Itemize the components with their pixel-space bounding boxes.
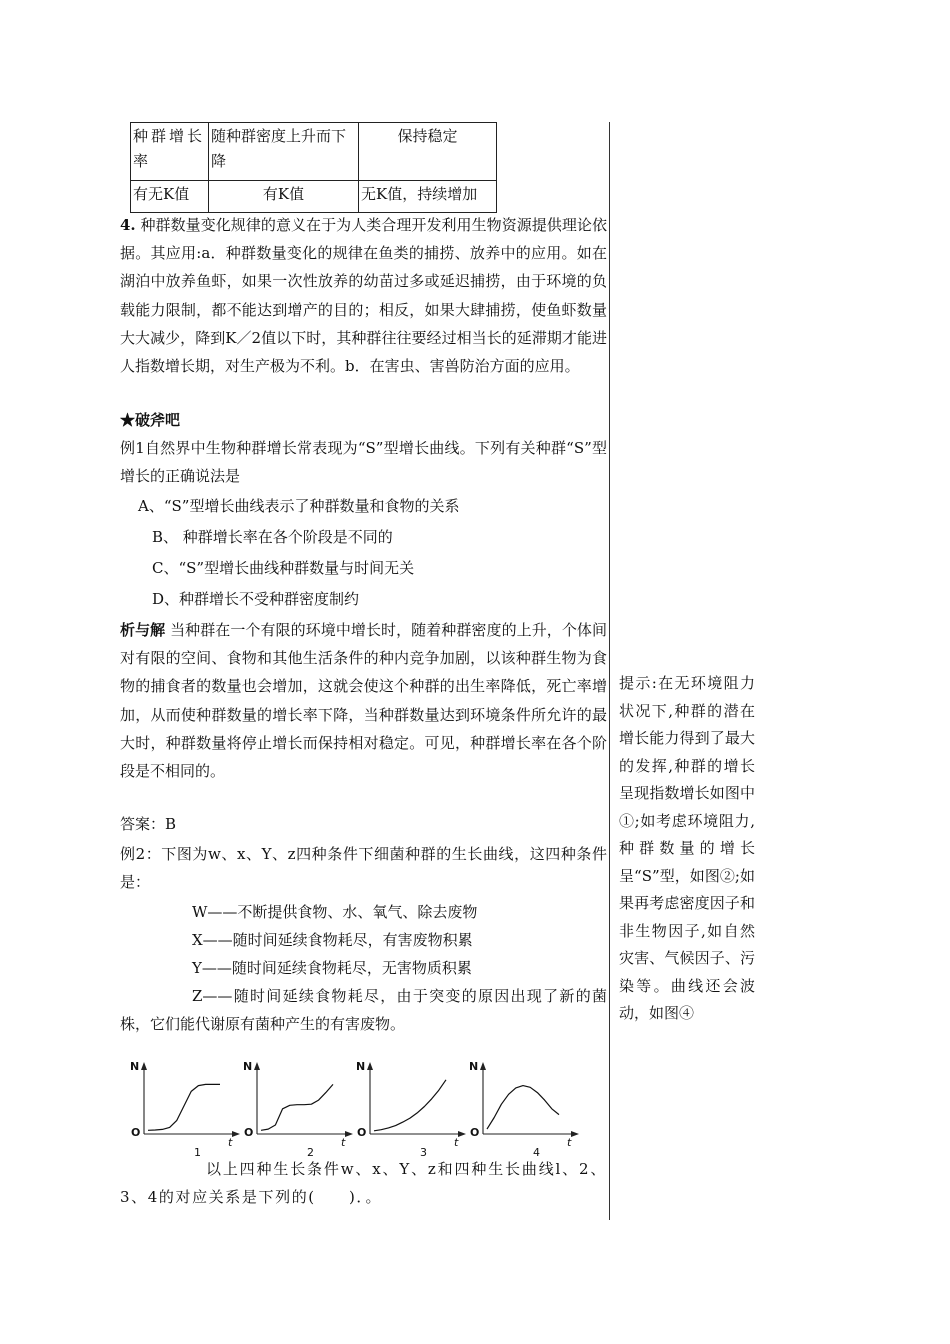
chart-caption: 1: [194, 1146, 201, 1159]
table-cell: 种群增长率: [131, 123, 209, 181]
chart-caption: 3: [420, 1146, 427, 1159]
y-axis-label: N: [356, 1060, 366, 1073]
x-axis-arrow: [571, 1131, 579, 1137]
x-axis-label: t: [228, 1136, 233, 1149]
condition-x: X——随时间延续食物耗尽，有害废物积累: [192, 931, 473, 949]
y-axis-arrow: [254, 1062, 260, 1070]
chart-caption: 4: [533, 1146, 540, 1159]
origin-label: O: [244, 1126, 254, 1139]
growth-chart-1: [128, 1062, 240, 1162]
answer: 答案：B: [120, 815, 177, 833]
table-cell: 无K值，持续增加: [359, 181, 497, 213]
growth-chart-3: [354, 1062, 466, 1162]
x-axis-arrow: [458, 1131, 466, 1137]
x-axis-arrow: [345, 1131, 353, 1137]
y-axis-arrow: [141, 1062, 147, 1070]
table-cell: 有无K值: [131, 181, 209, 213]
option-b: B、 种群增长率在各个阶段是不同的: [152, 528, 393, 546]
option-a: A、“S”型增长曲线表示了种群数量和食物的关系: [138, 497, 460, 515]
option-c: C、“S”型增长曲线种群数量与时间无关: [152, 559, 415, 577]
y-axis-arrow: [367, 1062, 373, 1070]
point-number: 4.: [120, 216, 136, 234]
growth-chart-svg: [241, 1062, 353, 1162]
x-axis-label: t: [567, 1136, 572, 1149]
comparison-table: [130, 122, 497, 213]
growth-chart-svg: [467, 1062, 579, 1162]
condition-z: Z——随时间延续食物耗尽，由于突变的原因出现了新的菌株，它们能代谢原有菌种产生的有害废物。: [120, 987, 607, 1034]
table-cell: 保持稳定: [359, 123, 497, 181]
origin-label: O: [470, 1126, 480, 1139]
option-d: D、种群增长不受种群密度制约: [152, 590, 360, 608]
y-axis-label: N: [243, 1060, 253, 1073]
growth-chart-4: [467, 1062, 579, 1162]
condition-y: Y——随时间延续食物耗尽，无害物质积累: [192, 959, 472, 977]
x-axis-arrow: [232, 1131, 240, 1137]
section-title: ★破斧吧: [120, 411, 181, 429]
table-row: [131, 123, 497, 181]
example-2-intro: 例2：下图为w、x、Y、z四种条件下细菌种群的生长曲线，这四种条件是：: [120, 845, 607, 892]
condition-w: W——不断提供食物、水、氧气、除去废物: [192, 903, 478, 921]
x-axis-label: t: [341, 1136, 346, 1149]
y-axis-label: N: [130, 1060, 140, 1073]
table-cell: 有K值: [209, 181, 359, 213]
growth-chart-svg: [128, 1062, 240, 1162]
origin-label: O: [131, 1126, 141, 1139]
growth-curve-figure: [128, 1062, 583, 1162]
example-2-question: 以上四种生长条件w、x、Y、z和四种生长曲线l、2、3、4的对应关系是下列的( )．。: [120, 1160, 607, 1207]
analysis-text: 当种群在一个有限的环境中增长时，随着种群密度的上升，个体间对有限的空间、食物和其他生活条件的种内竞争加剧，以该种群生物为食物的捕食者的数量也会增加，这就会使这个种群的出生率降低，死亡率增加，从而使种群数量的增长率下降，当种群数量达到环境条件所允许的最大时，种群数量将停止增长而保持相对稳定。可见，种群增长率在各个阶段是不相同的。: [120, 621, 607, 781]
y-axis-label: N: [469, 1060, 479, 1073]
x-axis-label: t: [454, 1136, 459, 1149]
growth-chart-svg: [354, 1062, 466, 1162]
y-axis-arrow: [480, 1062, 486, 1070]
growth-curve-line: [487, 1086, 559, 1130]
analysis-label: 析与解: [120, 621, 166, 639]
chart-caption: 2: [307, 1146, 314, 1159]
point-4-paragraph: [120, 211, 607, 380]
table-row: [131, 181, 497, 213]
table-cell: 随种群密度上升而下降: [209, 123, 359, 181]
origin-label: O: [357, 1126, 367, 1139]
analysis-paragraph: [120, 616, 607, 785]
growth-chart-2: [241, 1062, 353, 1162]
example-1-question: 例1自然界中生物种群增长常表现为“S”型增长曲线。下列有关种群“S”型增长的正确说法是: [120, 439, 607, 486]
growth-curve-line: [261, 1084, 333, 1130]
point-text: 种群数量变化规律的意义在于为人类合理开发利用生物资源提供理论依据。其应用:a．种群数量变化的规律在鱼类的捕捞、放养中的应用。如在湖泊中放养鱼虾，如果一次性放养的幼苗过多或延迟捕捞，由于环境的负载能力限制，都不能达到增产的目的；相反，如果大肆捕捞，使鱼虾数量大大减少，降到K／2值以下时，其种群往往要经过相当长的延滞期才能进人指数增长期，对生产极为不利。b．在害虫、害兽防治方面的应用。: [120, 216, 607, 376]
growth-curve-line: [148, 1084, 220, 1130]
side-note: 提示:在无环境阻力状况下,种群的潜在增长能力得到了最大的发挥,种群的增长呈现指数增长如图中①;如考虑环境阻力,种群数量的增长呈“S”型，如图②;如果再考虑密度因子和非生物因子,如自然灾害、气候因子、污染等。曲线还会波动，如图④: [619, 674, 755, 1022]
column-divider: [609, 122, 610, 1220]
growth-curve-line: [374, 1080, 446, 1131]
